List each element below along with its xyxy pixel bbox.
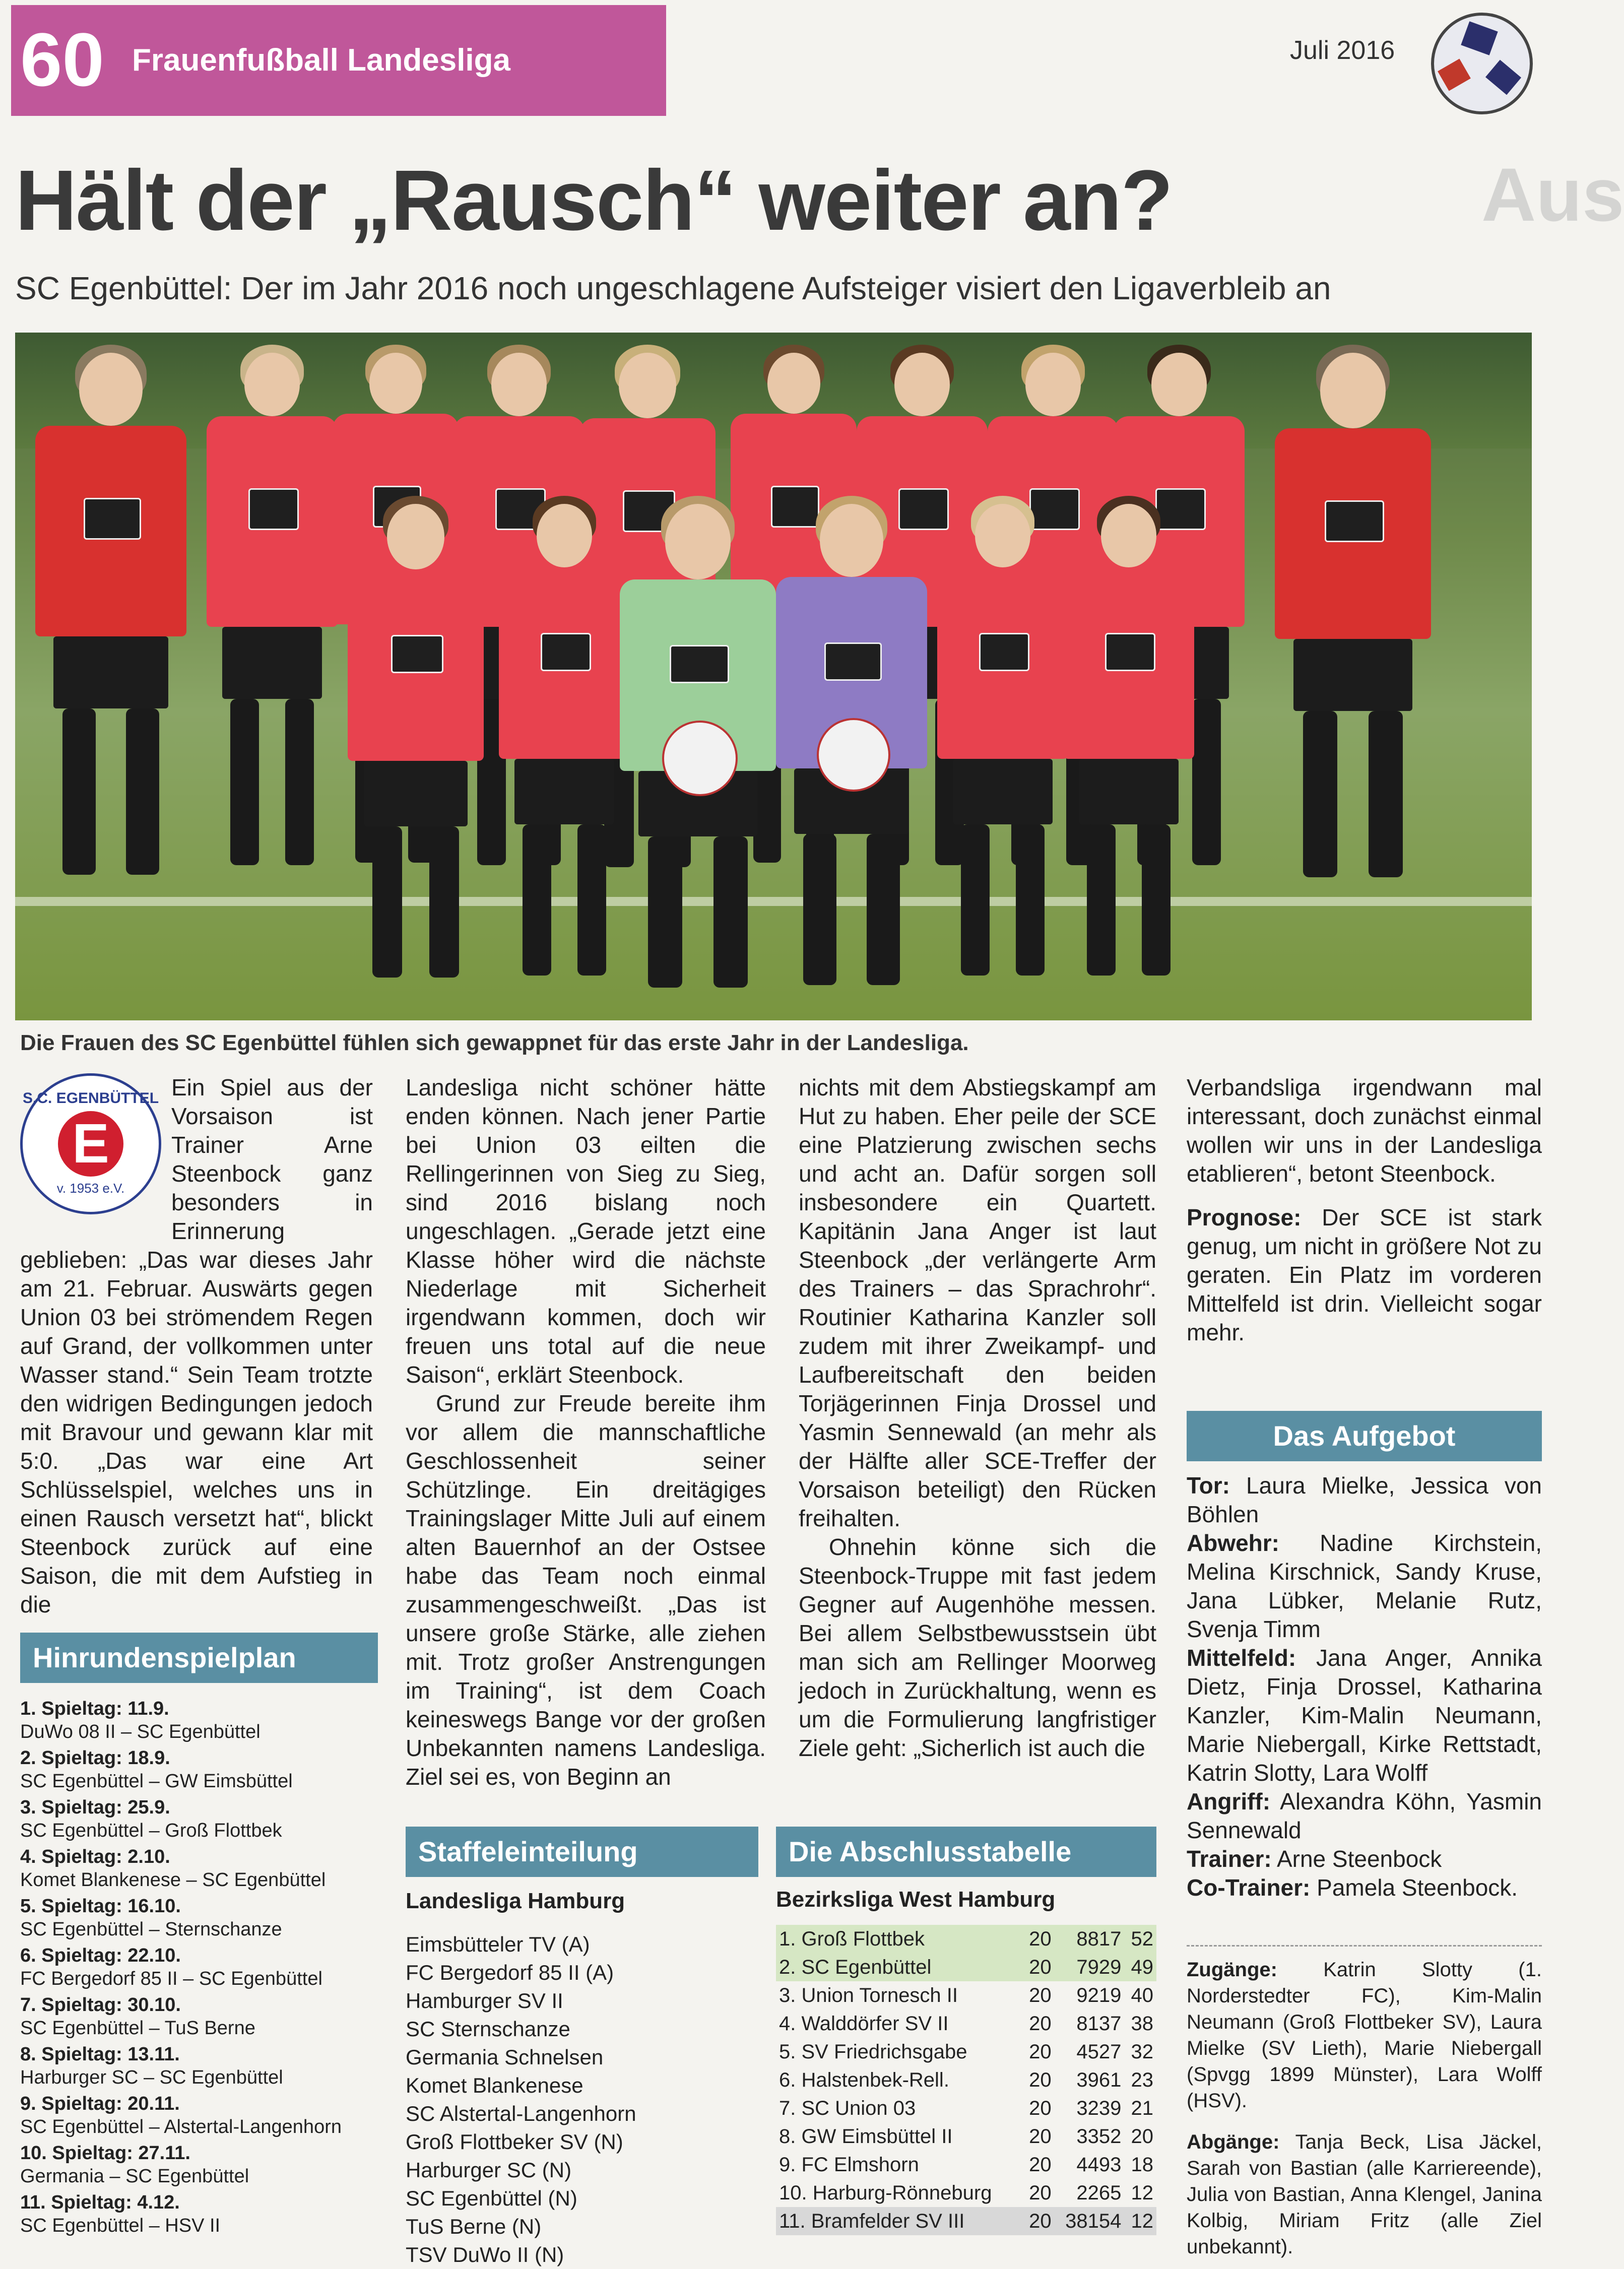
standings-team: 6. Halstenbek-Rell. — [779, 2069, 949, 2091]
aufgebot-abwehr-names: Nadine Kirchstein, Melina Kirschnick, Sandy Kruse, Jana Lübker, Melanie Rutz, Svenja Timm — [1187, 1530, 1542, 1642]
staffel-team: FC Bergedorf 85 II (A) — [406, 1961, 614, 1984]
schedule-matchday: 11. Spieltag: 4.12. — [20, 2192, 180, 2213]
standings-points: 49 — [1124, 1953, 1156, 1981]
standings-goals: 4527 — [1076, 2041, 1122, 2063]
staffel-box — [406, 1827, 758, 2269]
schedule-item — [20, 1796, 378, 1842]
schedule-matchday: 4. Spieltag: 2.10. — [20, 1846, 170, 1867]
football-icon — [662, 721, 738, 797]
standings-team: 1. Groß Flottbek — [776, 1925, 1022, 1953]
article-paragraph: Ein Spiel aus der Vorsaison ist Trainer Arne Steenbock ganz besonders in Erinnerung geblieben: „Das war dieses Jahr am 21. Februar. Auswärts gegen Union 03 bei strömendem Regen auf Grand, der vollkommen unter Wasser stand.“ Sein Team trotzte den widrigen Bedingungen jedoch mit Bravour und gewann klar mit 5:0. „Das war eine Art Schlüsselspiel, welches uns in einen Rausch versetzt hat“, blickt Steenbock zurück auf eine Saison, die mit dem Aufstieg in die — [20, 1074, 373, 1617]
photo-player — [620, 499, 776, 1003]
schedule-title: Hinrundenspielplan — [20, 1633, 378, 1683]
standings-games: 20 — [1029, 2182, 1052, 2204]
schedule-match: DuWo 08 II – SC Egenbüttel — [20, 1721, 261, 1742]
standings-goals: 8817 — [1055, 1925, 1125, 1953]
schedule-list — [20, 1697, 378, 2237]
standings-games: 20 — [1029, 2154, 1052, 2176]
zugaenge-label: Zugänge: — [1187, 1959, 1277, 1981]
photo-player — [1275, 348, 1431, 902]
article-column-3 — [799, 1073, 1156, 1763]
standings-row — [776, 1953, 1156, 1981]
schedule-match: FC Bergedorf 85 II – SC Egenbüttel — [20, 1968, 322, 1989]
article-paragraph: nichts mit dem Abstiegskampf am Hut zu haben. Eher peile der SCE eine Platzierung zwischen sechs und acht an. Dafür sorgen soll insbesondere ein Quartett. Kapitänin Jana Anger ist laut Steenbock „der verlängerte Arm des Trainers – das Sprachrohr“. Routinier Katharina Kanzler soll zudem mit ihrer Zweikampf- und Laufbereitschaft den beiden Torjägerinnen Finja Drossel und Yasmin Sennewald (an mehr als der Hälfte aller SCE-Treffer der Vorsaison beteiligt) den Rücken freihalten. — [799, 1074, 1156, 1531]
standings-games: 20 — [1022, 2207, 1055, 2235]
staffel-title: Staffeleinteilung — [406, 1827, 758, 1877]
staffel-team: TuS Berne (N) — [406, 2215, 542, 2238]
standings-games: 20 — [1029, 2041, 1052, 2063]
schedule-match: SC Egenbüttel – GW Eimsbüttel — [20, 1771, 293, 1792]
schedule-matchday: 10. Spieltag: 27.11. — [20, 2143, 190, 2164]
article-paragraph: Landesliga nicht schöner hätte enden können. Nach jener Partie bei Union 03 eilten die Rellingerinnen von Sieg zu Sieg, sind 2016 bislang noch ungeschlagen. „Gerade jetzt eine Klasse höher wird die nächste Niederlage mit Sicherheit irgendwann kommen, doch wir freuen uns total auf die neue Saison“, erklärt Steenbock. — [406, 1074, 766, 1388]
standings-team: 5. SV Friedrichsgabe — [779, 2041, 967, 2063]
photo-player — [937, 499, 1068, 1003]
schedule-matchday: 7. Spieltag: 30.10. — [20, 1994, 181, 2016]
standings-table — [776, 1925, 1156, 2235]
aufgebot-angriff-label: Angriff: — [1187, 1788, 1271, 1814]
staffel-team: SC Egenbüttel (N) — [406, 2186, 577, 2210]
schedule-item — [20, 2191, 378, 2237]
aufgebot-cotrainer — [1187, 1873, 1542, 1902]
standings-goals: 4493 — [1076, 2154, 1122, 2176]
staffel-list — [406, 1930, 758, 2269]
standings-games: 20 — [1029, 1984, 1052, 2006]
abgaenge — [1187, 2129, 1542, 2260]
section-title: Frauenfußball Landesliga — [132, 43, 510, 78]
schedule-box — [20, 1633, 378, 2240]
standings-points: 38 — [1131, 2013, 1153, 2035]
aufgebot-mittelfeld-label: Mittelfeld: — [1187, 1645, 1296, 1671]
staffel-team: Hamburger SV II — [406, 1989, 563, 2013]
football-icon — [1431, 13, 1533, 114]
article-paragraph: Verbandsliga irgendwann mal interessant, doch zunächst einmal wollen wir uns in der Landesliga etablieren“, betont Steenbock. — [1187, 1074, 1542, 1187]
football-icon — [817, 718, 890, 792]
standings-goals: 3961 — [1076, 2069, 1122, 2091]
aufgebot-tor-label: Tor: — [1187, 1472, 1230, 1499]
schedule-match: SC Egenbüttel – Sternschanze — [20, 1919, 282, 1940]
staffel-team: TSV DuWo II (N) — [406, 2243, 564, 2266]
standings-goals: 3239 — [1076, 2097, 1122, 2119]
standings-team: 2. SC Egenbüttel — [776, 1953, 1022, 1981]
standings-team: 4. Walddörfer SV II — [779, 2013, 949, 2035]
photo-player — [207, 348, 338, 902]
staffel-team: Eimsbütteler TV (A) — [406, 1932, 590, 1956]
zugaenge — [1187, 1957, 1542, 2114]
schedule-item — [20, 2142, 378, 2188]
schedule-item — [20, 1746, 378, 1793]
aufgebot-abwehr — [1187, 1529, 1542, 1644]
schedule-match: Harburger SC – SC Egenbüttel — [20, 2067, 283, 2088]
club-logo-text: S.C. EGENBÜTTEL — [23, 1090, 159, 1107]
schedule-item — [20, 1697, 378, 1743]
aufgebot-title: Das Aufgebot — [1187, 1411, 1542, 1461]
staffel-team: SC Alstertal-Langenhorn — [406, 2102, 636, 2125]
prognose-label: Prognose: — [1187, 1204, 1302, 1230]
photo-player — [1063, 499, 1194, 1003]
standings-goals: 2265 — [1076, 2182, 1122, 2204]
club-logo-letter: E — [58, 1111, 123, 1177]
article-column-2 — [406, 1073, 766, 1791]
aufgebot-cotrainer-name: Pamela Steenbock. — [1310, 1874, 1518, 1901]
schedule-item — [20, 1944, 378, 1990]
standings-title: Die Abschlusstabelle — [776, 1827, 1156, 1877]
abgaenge-text: Tanja Beck, Lisa Jäckel, Sarah von Bastian (alle Karriereende), Julia von Bastian, Anna Klengel, Janina Kolbig, Miriam Fritz (alle Ziel unbekannt). — [1187, 2131, 1542, 2258]
standings-row — [776, 1925, 1156, 1953]
standings-row — [776, 2038, 1156, 2066]
headline: Hält der „Rausch“ weiter an? — [15, 153, 1173, 248]
subheadline: SC Egenbüttel: Der im Jahr 2016 noch ungeschlagene Aufsteiger visiert den Ligaverbleib an — [15, 270, 1331, 306]
prognose-text: Der SCE ist stark genug, um nicht in größere Not zu geraten. Ein Platz im vorderen Mittelfeld ist drin. Vielleicht sogar mehr. — [1187, 1204, 1542, 1345]
schedule-match: SC Egenbüttel – Alstertal-Langenhorn — [20, 2116, 342, 2137]
standings-points: 40 — [1131, 1984, 1153, 2006]
schedule-matchday: 6. Spieltag: 22.10. — [20, 1945, 181, 1966]
standings-team: 10. Harburg-Rönneburg — [779, 2182, 992, 2204]
aufgebot-angriff-names: Alexandra Köhn, Yasmin Sennewald — [1187, 1788, 1542, 1843]
staffel-team: Germania Schnelsen — [406, 2045, 604, 2069]
club-logo — [20, 1073, 161, 1214]
bleed-through-text: Aus — [1481, 152, 1624, 237]
standings-team: 7. SC Union 03 — [779, 2097, 916, 2119]
standings-games: 20 — [1029, 2125, 1052, 2148]
zugaenge-text: Katrin Slotty (1. Norderstedter FC), Kim-Malin Neumann (Groß Flottbeker SV), Laura Mielke (SV Lieth), Marie Niebergall (Spvgg 1899 Münster), Lara Wolff (HSV). — [1187, 1959, 1542, 2112]
photo-player — [776, 499, 927, 1003]
standings-row — [776, 2009, 1156, 2038]
aufgebot-box — [1187, 1411, 1542, 1902]
aufgebot-angriff — [1187, 1787, 1542, 1845]
schedule-match: SC Egenbüttel – Groß Flottbek — [20, 1820, 282, 1841]
article-column-1 — [20, 1073, 373, 1619]
standings-points: 23 — [1131, 2069, 1153, 2091]
aufgebot-tor-names: Laura Mielke, Jessica von Böhlen — [1187, 1472, 1542, 1527]
standings-points: 20 — [1131, 2125, 1153, 2148]
schedule-matchday: 8. Spieltag: 13.11. — [20, 2044, 180, 2065]
standings-league: Bezirksliga West Hamburg — [776, 1887, 1056, 1912]
photo-player — [499, 499, 630, 1003]
photo-player — [348, 499, 484, 1003]
issue-date: Juli 2016 — [1290, 36, 1395, 65]
standings-row — [776, 2094, 1156, 2122]
standings-team: 9. FC Elmshorn — [779, 2154, 919, 2176]
standings-games: 20 — [1022, 1925, 1055, 1953]
photo-player — [35, 348, 186, 902]
staffel-team: Harburger SC (N) — [406, 2158, 572, 2182]
standings-goals: 8137 — [1076, 2013, 1122, 2035]
aufgebot-tor — [1187, 1471, 1542, 1529]
aufgebot-mittelfeld — [1187, 1644, 1542, 1787]
schedule-item — [20, 2092, 378, 2138]
standings-points: 32 — [1131, 2041, 1153, 2063]
standings-games: 20 — [1029, 2013, 1052, 2035]
aufgebot-trainer-name: Arne Steenbock — [1271, 1846, 1442, 1872]
standings-box — [776, 1827, 1156, 2235]
standings-points: 18 — [1131, 2154, 1153, 2176]
schedule-item — [20, 2043, 378, 2089]
standings-row — [776, 2122, 1156, 2151]
standings-row — [776, 1981, 1156, 2009]
staffel-team: SC Sternschanze — [406, 2017, 570, 2041]
schedule-match: SC Egenbüttel – HSV II — [20, 2215, 221, 2236]
aufgebot-abwehr-label: Abwehr: — [1187, 1530, 1279, 1556]
staffel-team: Komet Blankenese — [406, 2073, 583, 2097]
schedule-match: SC Egenbüttel – TuS Berne — [20, 2018, 255, 2039]
abgaenge-label: Abgänge: — [1187, 2131, 1280, 2153]
standings-goals: 3352 — [1076, 2125, 1122, 2148]
prognose-paragraph — [1187, 1203, 1542, 1347]
standings-points: 12 — [1124, 2207, 1156, 2235]
article-paragraph: Grund zur Freude bereite ihm vor allem die mannschaftliche Geschlossenheit seiner Schützlinge. Ein dreitägiges Trainingslager Mitte Juli auf einem alten Bauernhof an der Ostsee habe das Team noch einmal zusammengeschweißt. „Das ist unsere große Stärke, alle ziehen mit. Trotz großer Anstrengungen im Training“, ist dem Coach keineswegs Bange vor der großen Unbekannten namens Landesliga. Ziel sei es, von Beginn an — [406, 1390, 766, 1790]
standings-games: 20 — [1022, 1953, 1055, 1981]
schedule-matchday: 3. Spieltag: 25.9. — [20, 1797, 170, 1818]
photo-caption: Die Frauen des SC Egenbüttel fühlen sich gewappnet für das erste Jahr in der Landesliga. — [20, 1030, 969, 1055]
standings-team: 3. Union Tornesch II — [779, 1984, 958, 2006]
aufgebot-mittelfeld-names: Jana Anger, Annika Dietz, Finja Drossel, Katharina Kanzler, Kim-Malin Neumann, Marie Niebergall, Kirke Rettstadt, Katrin Slotty, Lara Wolff — [1187, 1645, 1542, 1786]
schedule-matchday: 2. Spieltag: 18.9. — [20, 1747, 170, 1769]
standings-team: 8. GW Eimsbüttel II — [779, 2125, 953, 2148]
standings-games: 20 — [1029, 2069, 1052, 2091]
aufgebot-trainer-label: Trainer: — [1187, 1846, 1272, 1872]
standings-points: 52 — [1124, 1925, 1156, 1953]
article-column-4 — [1187, 1073, 1542, 1347]
standings-team: 11. Bramfelder SV III — [776, 2207, 1022, 2235]
schedule-matchday: 9. Spieltag: 20.11. — [20, 2093, 180, 2114]
standings-goals: 9219 — [1076, 1984, 1122, 2006]
standings-row — [776, 2179, 1156, 2207]
staffel-league: Landesliga Hamburg — [406, 1889, 625, 1913]
schedule-match: Germania – SC Egenbüttel — [20, 2166, 249, 2187]
standings-points: 12 — [1131, 2182, 1153, 2204]
staffel-team: Groß Flottbeker SV (N) — [406, 2130, 623, 2154]
team-photo — [15, 333, 1532, 1020]
schedule-item — [20, 1993, 378, 2040]
standings-games: 20 — [1029, 2097, 1052, 2119]
aufgebot-cotrainer-label: Co-Trainer: — [1187, 1874, 1311, 1901]
transfers-box — [1187, 1945, 1542, 2260]
standings-goals: 7929 — [1055, 1953, 1125, 1981]
section-header-bar — [11, 5, 666, 116]
schedule-matchday: 1. Spieltag: 11.9. — [20, 1698, 169, 1719]
schedule-item — [20, 1895, 378, 1941]
schedule-item — [20, 1845, 378, 1892]
article-paragraph: Ohnehin könne sich die Steenbock-Truppe mit fast jedem Gegner auf Augenhöhe messen. Bei allem Selbstbewusstsein übt man sich am Rellinger Moorweg jedoch in Zurückhaltung, wenn es um die Formulierung langfristiger Ziele geht: „Sicherlich ist auch die — [799, 1534, 1156, 1761]
schedule-match: Komet Blankenese – SC Egenbüttel — [20, 1869, 326, 1891]
standings-goals: 38154 — [1055, 2207, 1125, 2235]
standings-row — [776, 2066, 1156, 2094]
page-number: 60 — [20, 17, 104, 102]
standings-row — [776, 2207, 1156, 2235]
standings-points: 21 — [1131, 2097, 1153, 2119]
standings-row — [776, 2151, 1156, 2179]
club-logo-founded: v. 1953 e.V. — [56, 1181, 125, 1196]
aufgebot-trainer — [1187, 1845, 1542, 1873]
schedule-matchday: 5. Spieltag: 16.10. — [20, 1896, 181, 1917]
